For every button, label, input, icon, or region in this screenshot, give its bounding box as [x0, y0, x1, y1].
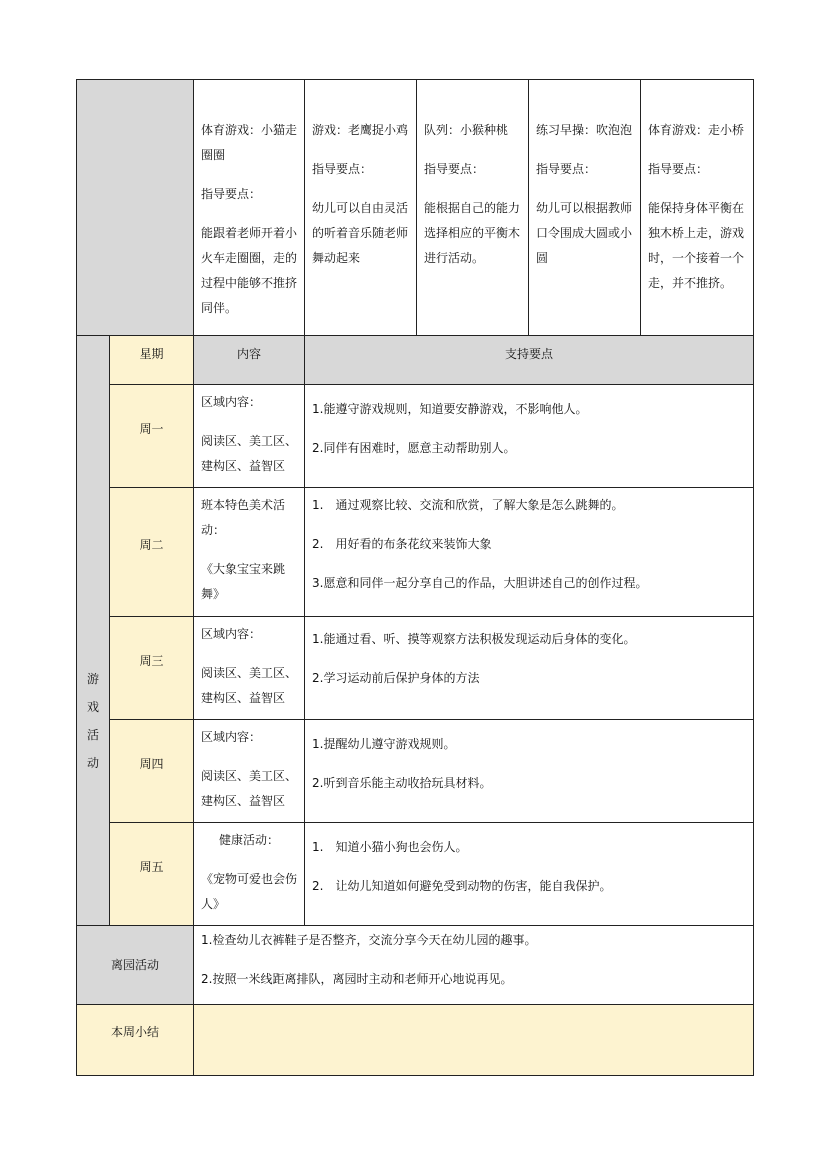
support-point: 2. 让幼儿知道如何避免受到动物的伤害，能自我保护。 — [312, 879, 612, 893]
weekday-cell: 周一 — [110, 385, 194, 488]
departure-point: 1.检查幼儿衣裤鞋子是否整齐，交流分享今天在幼儿园的趣事。 — [201, 933, 537, 947]
activity-guide-label: 指导要点： — [424, 162, 485, 176]
content-label: 区域内容： — [201, 627, 262, 641]
content-header: 内容 — [194, 336, 305, 385]
activity-title: 队列：小猴种桃 — [424, 123, 509, 137]
table-row — [77, 720, 754, 823]
support-cell — [305, 617, 754, 720]
table-row — [77, 385, 754, 488]
content-cell — [194, 385, 305, 488]
weekday-header: 星期 — [110, 336, 194, 385]
game-header-row — [77, 336, 754, 385]
activity-guide-label: 指导要点： — [648, 162, 709, 176]
content-label: 健康活动： — [218, 833, 279, 847]
activity-title: 体育游戏：走小桥 — [648, 123, 745, 137]
weekday-cell: 周二 — [110, 488, 194, 617]
departure-label: 离园活动 — [110, 957, 159, 972]
departure-label-cell — [77, 926, 194, 1005]
departure-row — [77, 926, 754, 1005]
activity-guide-text: 能保持身体平衡在独木桥上走，游戏时，一个接着一个走，并不推挤。 — [648, 201, 745, 290]
support-point: 2.同伴有困难时，愿意主动帮助别人。 — [312, 441, 516, 455]
game-label-char: 活 — [86, 727, 99, 742]
game-activity-label-cell — [77, 336, 110, 926]
departure-point: 2.按照一米线距离排队，离园时主动和老师开心地说再见。 — [201, 972, 513, 986]
support-header: 支持要点 — [305, 336, 754, 385]
table-row — [77, 488, 754, 617]
activity-cell-2 — [305, 80, 417, 336]
activity-guide-text: 能根据自己的能力选择相应的平衡木进行活动。 — [424, 201, 521, 265]
content-text: 阅读区、美工区、建构区、益智区 — [201, 434, 298, 473]
content-text: 《大象宝宝来跳舞》 — [201, 562, 286, 601]
content-label: 区域内容： — [201, 730, 262, 744]
activity-guide-text: 幼儿可以自由灵活的听着音乐随老师舞动起来 — [312, 201, 409, 265]
support-point: 3.愿意和同伴一起分享自己的作品，大胆讲述自己的创作过程。 — [312, 576, 648, 590]
table-row — [77, 823, 754, 926]
support-cell — [305, 385, 754, 488]
activity-cell-1 — [194, 80, 305, 336]
departure-content-cell — [194, 926, 754, 1005]
activity-guide-text: 能跟着老师开着小火车走圈圈，走的过程中能够不推挤同伴。 — [201, 226, 298, 315]
activity-guide-label: 指导要点： — [201, 187, 262, 201]
content-label: 班本特色美术活动： — [201, 498, 286, 537]
game-label-char: 游 — [86, 671, 99, 686]
activity-cell-3 — [417, 80, 529, 336]
summary-row — [77, 1005, 754, 1076]
outdoor-label-cell — [77, 80, 194, 336]
support-cell — [305, 488, 754, 617]
content-text: 阅读区、美工区、建构区、益智区 — [201, 666, 298, 705]
content-label: 区域内容： — [201, 395, 262, 409]
support-point: 2.听到音乐能主动收拾玩具材料。 — [312, 776, 492, 790]
summary-text — [194, 1005, 753, 1015]
outdoor-activity-row — [77, 80, 754, 336]
activity-cell-5 — [641, 80, 754, 336]
summary-label: 本周小结 — [110, 1025, 159, 1039]
activity-title: 体育游戏：小猫走圈圈 — [201, 123, 298, 162]
support-cell — [305, 720, 754, 823]
support-point: 1.能通过看、听、摸等观察方法积极发现运动后身体的变化。 — [312, 632, 636, 646]
content-text: 《宠物可爱也会伤人》 — [201, 872, 298, 911]
activity-cell-4 — [529, 80, 641, 336]
activity-guide-text: 幼儿可以根据教师口令围成大圆或小圆 — [536, 201, 633, 265]
game-label-char: 戏 — [86, 699, 99, 714]
weekday-cell: 周五 — [110, 823, 194, 926]
activity-guide-label: 指导要点： — [312, 162, 373, 176]
support-point: 1.提醒幼儿遵守游戏规则。 — [312, 737, 456, 751]
activity-title: 游戏：老鹰捉小鸡 — [312, 123, 409, 137]
content-cell — [194, 720, 305, 823]
support-cell — [305, 823, 754, 926]
content-cell — [194, 488, 305, 617]
weekly-plan-table — [76, 79, 754, 1076]
support-point: 2.学习运动前后保护身体的方法 — [312, 671, 480, 685]
content-cell — [194, 617, 305, 720]
weekday-cell: 周三 — [110, 617, 194, 720]
table-row — [77, 617, 754, 720]
summary-label-cell — [77, 1005, 194, 1076]
activity-title: 练习早操：吹泡泡 — [536, 123, 633, 137]
activity-guide-label: 指导要点： — [536, 162, 597, 176]
support-point: 1.能遵守游戏规则，知道要安静游戏，不影响他人。 — [312, 402, 588, 416]
weekly-plan-page — [76, 79, 753, 1076]
game-label-char: 动 — [86, 755, 99, 770]
support-point: 1. 知道小猫小狗也会伤人。 — [312, 840, 468, 854]
content-cell — [194, 823, 305, 926]
support-point: 2. 用好看的布条花纹来装饰大象 — [312, 537, 492, 551]
weekday-cell: 周四 — [110, 720, 194, 823]
content-text: 阅读区、美工区、建构区、益智区 — [201, 769, 298, 808]
summary-content-cell[interactable] — [194, 1005, 754, 1076]
support-point: 1. 通过观察比较、交流和欣赏，了解大象是怎么跳舞的。 — [312, 498, 624, 512]
